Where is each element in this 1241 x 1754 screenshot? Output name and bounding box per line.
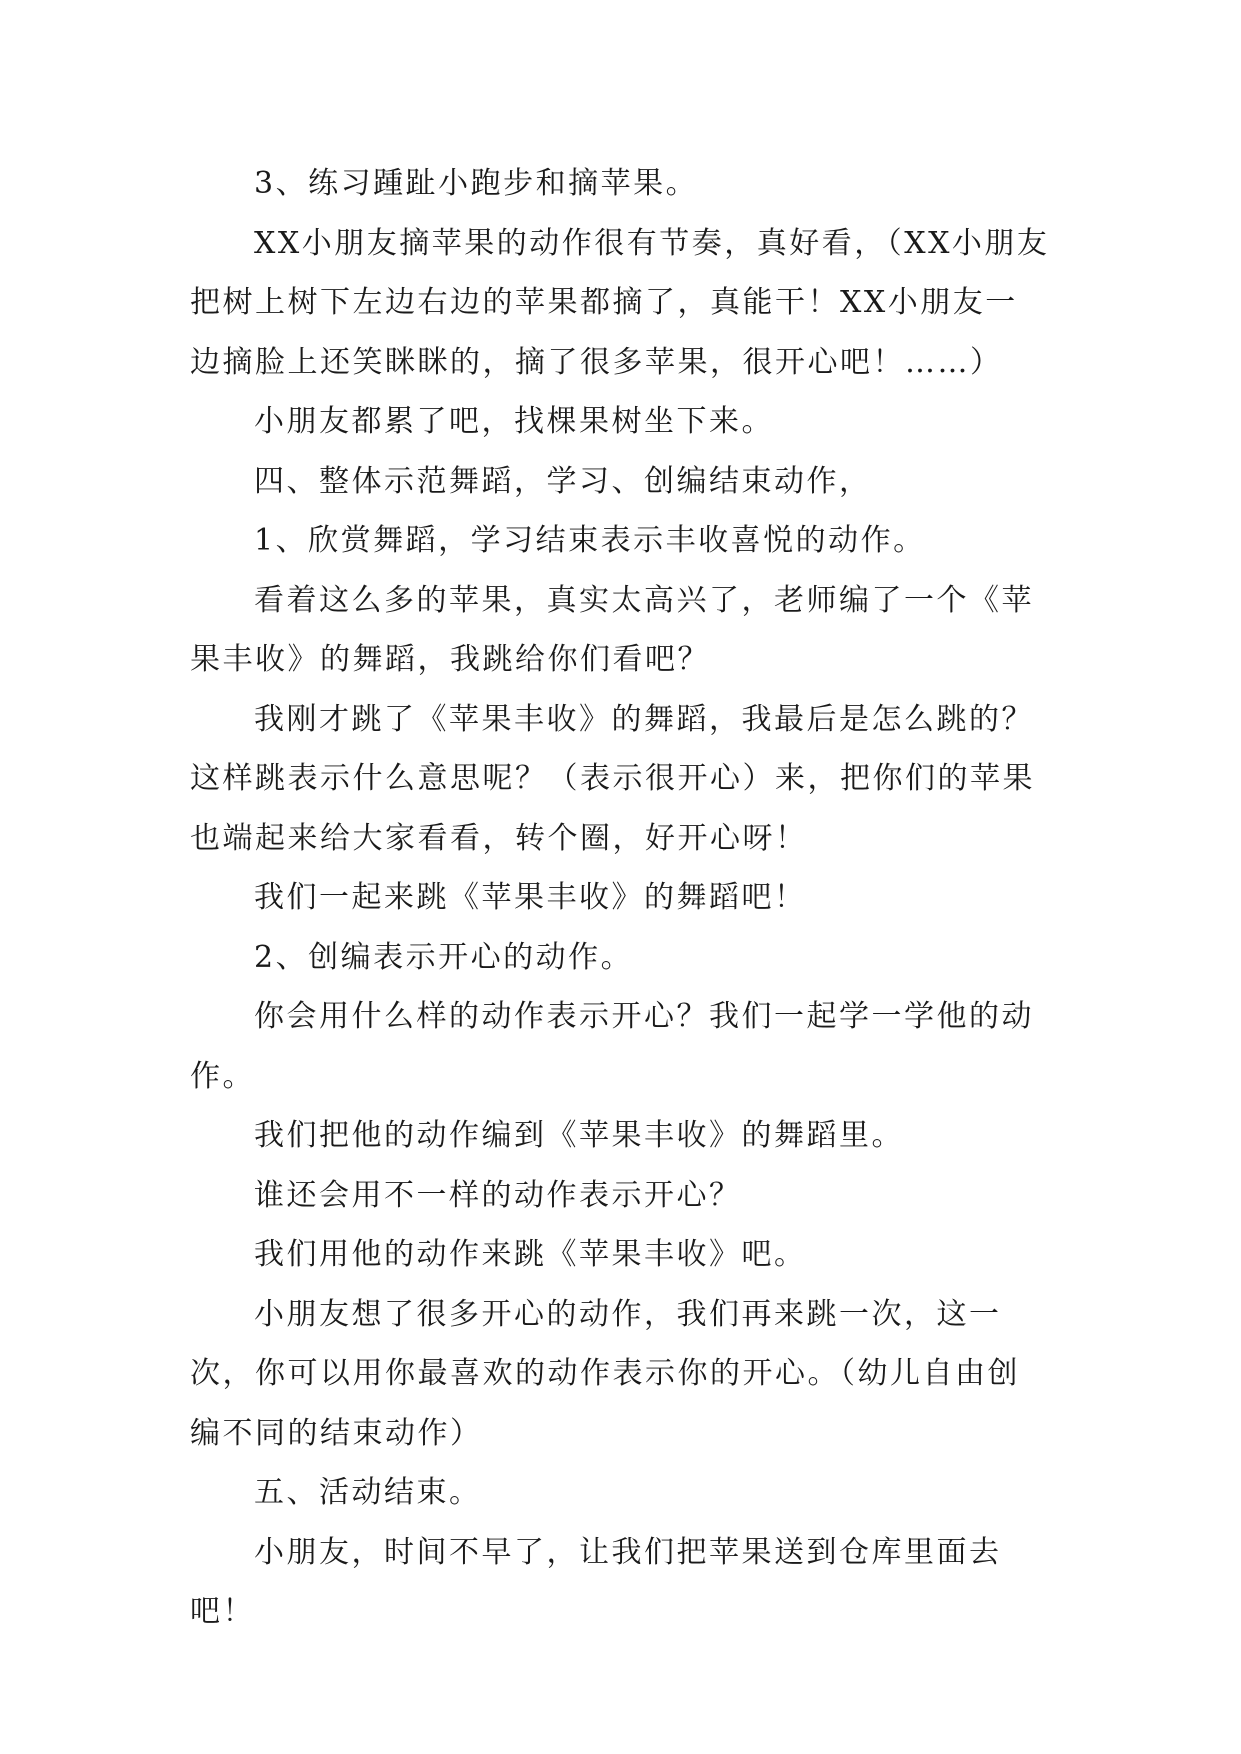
paragraph-step-1: 1、欣赏舞蹈，学习结束表示丰收喜悦的动作。: [254, 523, 926, 558]
section-heading-five: 五、活动结束。: [254, 1475, 482, 1510]
paragraph-closing: 小朋友，时间不早了，让我们把苹果送到仓库里面去吧！: [190, 1534, 1002, 1629]
paragraph-dance-again: 小朋友想了很多开心的动作，我们再来跳一次，这一次，你可以用你最喜欢的动作表示你的开心。（幼儿自由创编不同的结束动作）: [190, 1296, 1020, 1451]
paragraph-step-2: 2、创编表示开心的动作。: [254, 939, 634, 975]
paragraph-edit-dance: 我们把他的动作编到《苹果丰收》的舞蹈里。: [254, 1118, 904, 1153]
section-heading-four: 四、整体示范舞蹈，学习、创编结束动作，: [254, 463, 872, 499]
paragraph-other-movement: 谁还会用不一样的动作表示开心？: [254, 1177, 742, 1213]
paragraph-question: 我刚才跳了《苹果丰收》的舞蹈，我最后是怎么跳的？这样跳表示什么意思呢？（表示很开心）来，把你们的苹果也端起来给大家看看，转个圈，好开心呀！: [190, 701, 1035, 856]
paragraph-happy-movement: 你会用什么样的动作表示开心？我们一起学一学他的动作。: [190, 999, 1034, 1094]
document-body: [190, 154, 1050, 1642]
paragraph-dance-together: 我们一起来跳《苹果丰收》的舞蹈吧！: [254, 880, 807, 915]
paragraph-step-3: 3、练习踵趾小跑步和摘苹果。: [254, 166, 699, 201]
paragraph-praise: XX小朋友摘苹果的动作很有节奏，真好看，（XX小朋友把树上树下左边右边的苹果都摘了，真能干！XX小朋友一边摘脸上还笑眯眯的，摘了很多苹果，很开心吧！……）: [190, 225, 1050, 380]
paragraph-rest: 小朋友都累了吧，找棵果树坐下来。: [254, 404, 774, 439]
paragraph-teacher-dance: 看着这么多的苹果，真实太高兴了，老师编了一个《苹果丰收》的舞蹈，我跳给你们看吧？: [190, 582, 1034, 677]
paragraph-use-movement: 我们用他的动作来跳《苹果丰收》吧。: [254, 1237, 807, 1272]
